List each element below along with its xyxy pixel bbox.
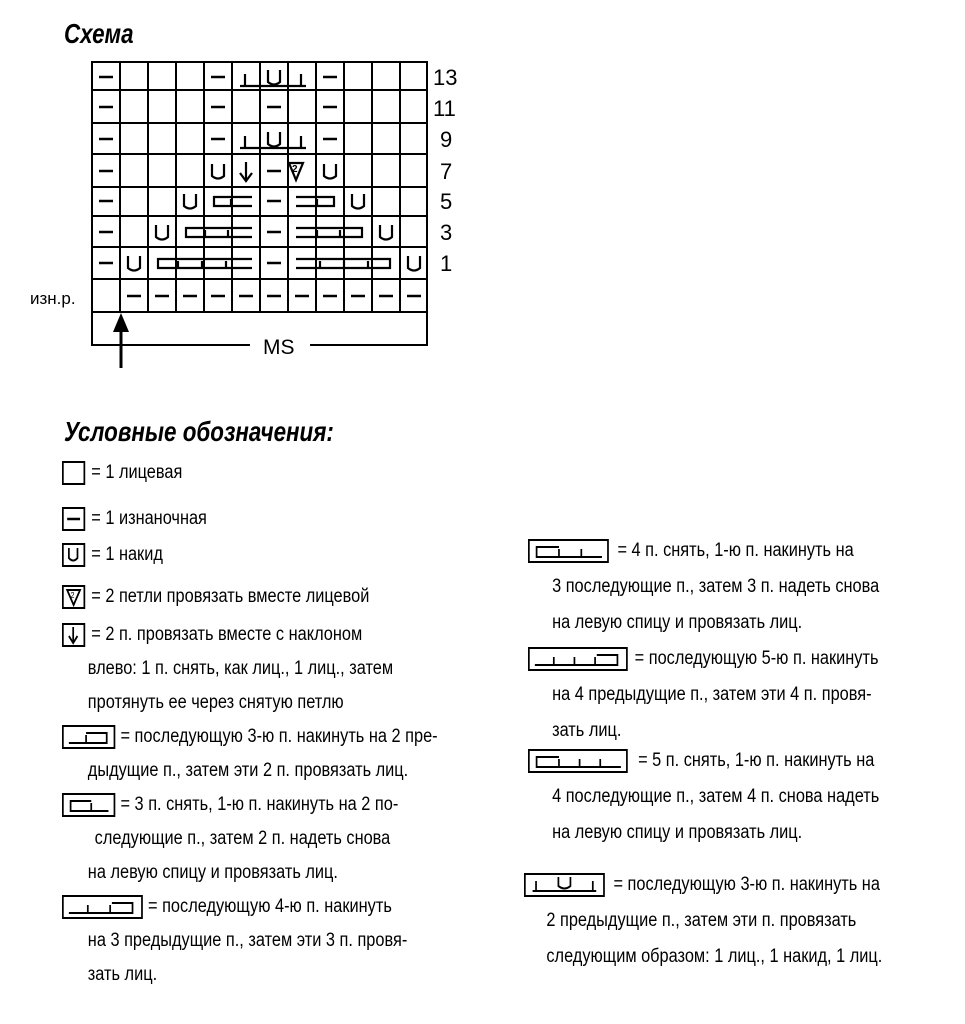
row-label: 11 bbox=[433, 96, 456, 121]
row-label: 5 bbox=[440, 189, 453, 214]
row-label: 13 bbox=[433, 65, 458, 90]
legend-title: Условные обозначения: bbox=[64, 416, 334, 447]
svg-text:2: 2 bbox=[292, 164, 298, 175]
row-labels bbox=[433, 65, 457, 276]
svg-text:2: 2 bbox=[70, 590, 75, 601]
wrong-side-label: изн.р. bbox=[30, 289, 76, 308]
repeat-bracket-right bbox=[310, 312, 427, 345]
row-label: 7 bbox=[440, 159, 453, 184]
row-label: 1 bbox=[440, 251, 453, 276]
row-label: 9 bbox=[440, 127, 453, 152]
chart-title: Схема bbox=[64, 18, 134, 49]
knitting-chart bbox=[0, 0, 965, 400]
repeat-label: MS bbox=[263, 336, 295, 359]
start-arrow bbox=[113, 313, 129, 368]
row-label: 3 bbox=[440, 220, 453, 245]
